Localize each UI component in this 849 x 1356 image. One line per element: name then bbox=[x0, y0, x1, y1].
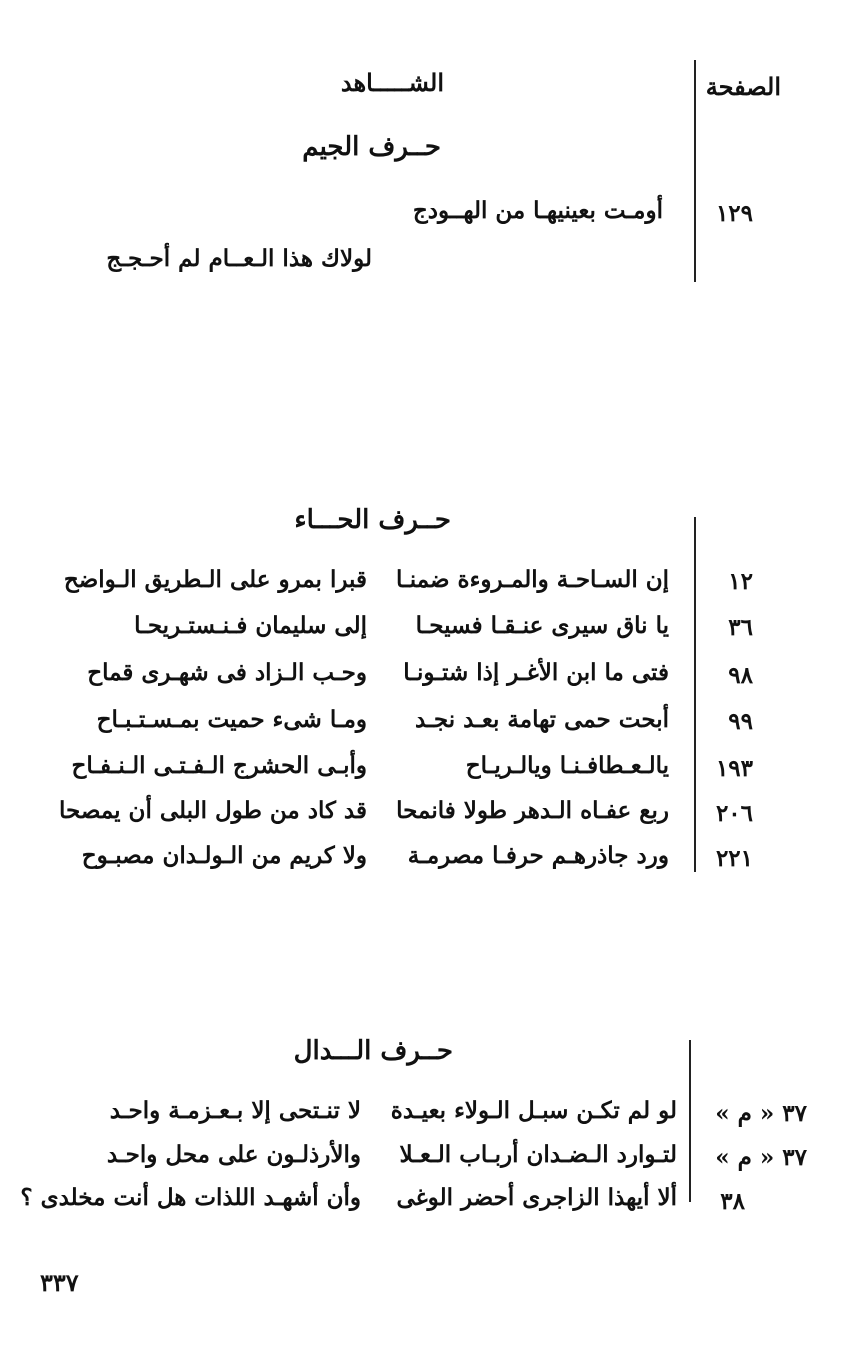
page-number: ١٢٩ bbox=[715, 200, 753, 227]
verse-first-hemistich: لو لم تكـن سبـل الـولاء بعيـدة bbox=[390, 1097, 677, 1124]
verse-first-hemistich: لتـوارد الـضـدان أربـاب الـعـلا bbox=[399, 1141, 677, 1168]
page-column-header: الصفحة bbox=[705, 72, 781, 101]
page-number: ٢٠٦ bbox=[715, 800, 753, 827]
page-number: ٣٦ bbox=[728, 614, 753, 641]
column-divider bbox=[694, 517, 696, 872]
column-divider bbox=[694, 60, 696, 282]
verse-first-hemistich: ربع عفـاه الـدهر طولا فانمحا bbox=[396, 797, 669, 824]
page-number: ١٩٣ bbox=[715, 755, 753, 782]
shawahid-column-header: الشـــــاهد bbox=[340, 68, 444, 97]
verse-second-hemistich: والأرذلـون على محل واحـد bbox=[106, 1141, 361, 1168]
page-number: ٣٧ « م » bbox=[715, 1100, 807, 1127]
verse-second-hemistich: لا تنـتحى إلا بـعـزمـة واحـد bbox=[109, 1097, 361, 1124]
section-title: حــرف الـــدال bbox=[293, 1036, 453, 1066]
verse-second-hemistich: وأن أشهـد اللذات هل أنت مخلدى ؟ bbox=[20, 1184, 361, 1211]
verse-first-hemistich: أبحت حمى تهامة بعـد نجـد bbox=[415, 706, 669, 733]
verse-second-hemistich: لولاك هذا الـعــام لم أحـجـج bbox=[106, 245, 372, 272]
verse-first-hemistich: يا ناق سيرى عنـقـا فسيحـا bbox=[415, 612, 669, 639]
page-number: ١٢ bbox=[728, 568, 753, 595]
column-divider bbox=[689, 1040, 691, 1202]
verse-second-hemistich: إلى سليمان فـنـستـريحـا bbox=[134, 612, 367, 639]
page-number: ٢٢١ bbox=[715, 845, 753, 872]
section-title: حــرف الحـــاء bbox=[294, 505, 451, 535]
verse-second-hemistich: وأبـى الحشرج الـفـتـى الـنـفـاح bbox=[71, 752, 367, 779]
verse-second-hemistich: قبرا بمرو على الـطريق الـواضح bbox=[63, 566, 367, 593]
page-number: ٣٨ bbox=[720, 1188, 745, 1215]
verse-first-hemistich: إن السـاحـة والمـروءة ضمنـا bbox=[396, 566, 669, 593]
page-number: ٣٧ « م » bbox=[715, 1144, 807, 1171]
verse-first-hemistich: فتى ما ابن الأغـر إذا شتـونـا bbox=[403, 659, 669, 686]
verse-first-hemistich: ألا أيهذا الزاجرى أحضر الوغى bbox=[396, 1184, 677, 1211]
section-title: حــرف الجيم bbox=[302, 132, 441, 162]
verse-second-hemistich: وحـب الـزاد فى شهـرى قماح bbox=[87, 659, 367, 686]
page-number: ٩٨ bbox=[728, 662, 753, 689]
verse-second-hemistich: ومـا شىء حميت بمـسـتـبـاح bbox=[96, 706, 367, 733]
verse-first-hemistich: ورد جاذرهـم حرفـا مصرمـة bbox=[407, 842, 669, 869]
verse-second-hemistich: ولا كريم من الـولـدان مصبـوح bbox=[81, 842, 367, 869]
verse-first-hemistich: يالـعـطافـنـا ويالـريـاح bbox=[465, 752, 669, 779]
page-folio-number: ٣٣٧ bbox=[40, 1268, 79, 1297]
verse-second-hemistich: قد كاد من طول البلى أن يمصحا bbox=[59, 797, 367, 824]
verse-first-hemistich: أومـت بعينيهـا من الهــودج bbox=[412, 197, 663, 224]
page-number: ٩٩ bbox=[728, 708, 753, 735]
